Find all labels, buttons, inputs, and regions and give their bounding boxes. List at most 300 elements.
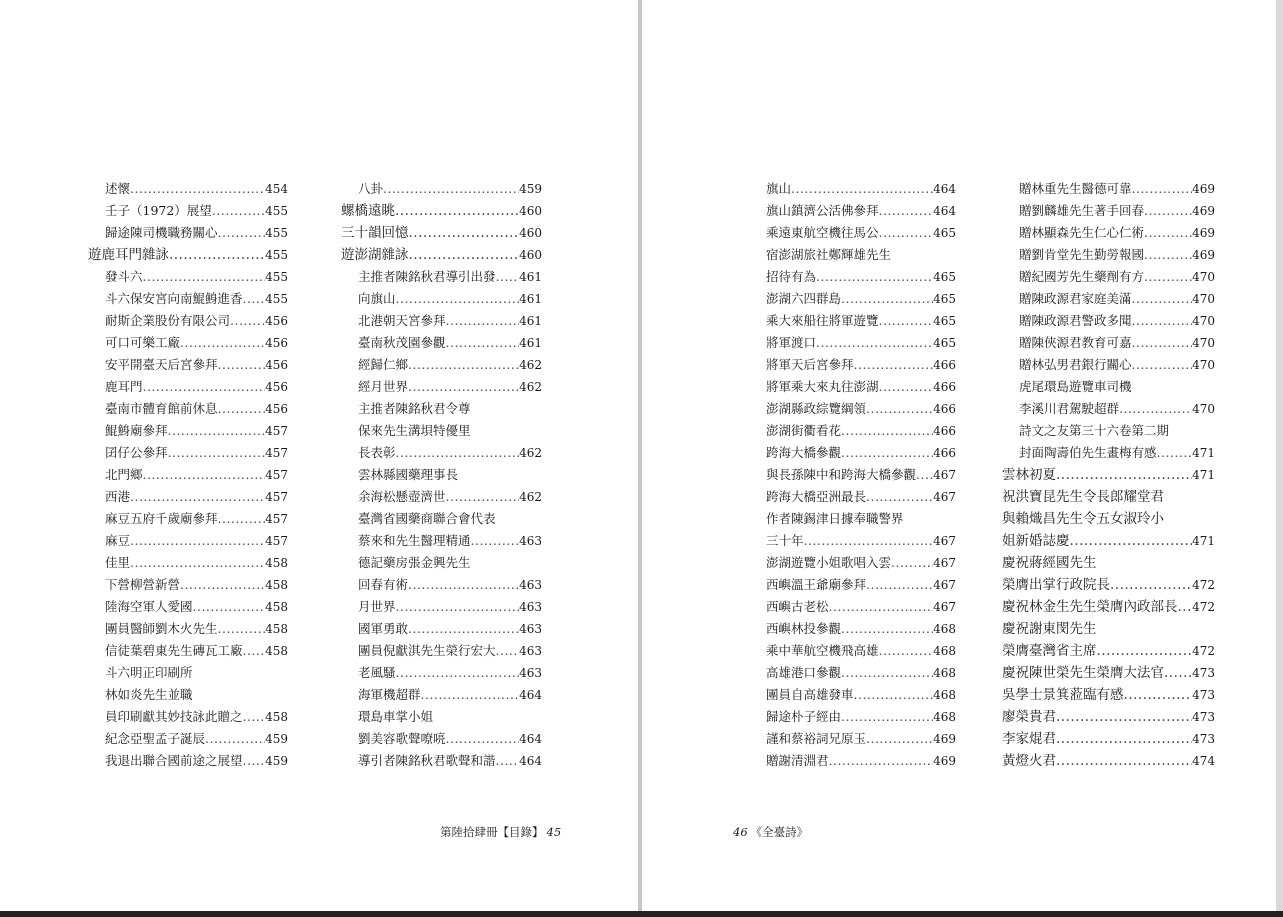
toc-page-number: 469 bbox=[1192, 226, 1215, 240]
toc-dot-leader bbox=[143, 464, 266, 486]
toc-dot-leader bbox=[143, 266, 266, 288]
toc-dot-leader bbox=[816, 266, 933, 288]
toc-entry-title: 廖榮貴君 bbox=[1002, 709, 1056, 725]
toc-entry-title: 澎湖縣政綜覽綱領 bbox=[766, 401, 867, 416]
toc-dot-leader bbox=[879, 640, 934, 662]
toc-dot-leader bbox=[1056, 464, 1192, 486]
toc-dot-leader bbox=[218, 508, 266, 530]
toc-dot-leader bbox=[1132, 310, 1193, 332]
toc-entry bbox=[88, 684, 288, 706]
toc-dot-leader bbox=[396, 288, 520, 310]
toc-entry bbox=[749, 530, 956, 552]
toc-page-number: 469 bbox=[933, 754, 956, 768]
toc-dot-leader bbox=[193, 596, 266, 618]
toc-entry bbox=[1002, 728, 1215, 750]
toc-page-number: 464 bbox=[519, 688, 542, 702]
toc-entry-title: 澎湖街衢看花 bbox=[766, 423, 842, 438]
toc-dot-leader bbox=[816, 332, 933, 354]
toc-entry-title: 紀念亞聖孟子誕辰 bbox=[105, 731, 206, 746]
toc-entry-title: 耐斯企業股份有限公司 bbox=[105, 313, 231, 328]
toc-dot-leader bbox=[243, 640, 266, 662]
toc-page-number: 470 bbox=[1192, 270, 1215, 284]
toc-entry-title: 壬子（1972）展望 bbox=[105, 203, 212, 218]
toc-dot-leader bbox=[496, 750, 520, 772]
toc-page-number: 459 bbox=[519, 182, 542, 196]
toc-page-number: 468 bbox=[933, 622, 956, 636]
toc-dot-leader bbox=[496, 266, 520, 288]
toc-dot-leader bbox=[1144, 200, 1192, 222]
toc-entry bbox=[88, 332, 288, 354]
toc-page-number: 455 bbox=[265, 226, 288, 240]
toc-page-number: 463 bbox=[519, 578, 542, 592]
toc-entry-title: 導引者陳銘秋君歌聲和諧 bbox=[358, 753, 496, 768]
toc-dot-leader bbox=[841, 706, 933, 728]
toc-entry-title: 贈紀國芳先生藥劑有方 bbox=[1019, 269, 1145, 284]
toc-entry bbox=[341, 266, 542, 288]
toc-page-number: 469 bbox=[1192, 182, 1215, 196]
toc-page-number: 457 bbox=[265, 534, 288, 548]
toc-entry-title: 八卦 bbox=[358, 181, 384, 196]
toc-entry bbox=[88, 244, 288, 266]
toc-dot-leader bbox=[180, 332, 265, 354]
toc-entry bbox=[341, 574, 542, 596]
toc-entry bbox=[88, 222, 288, 244]
toc-page-number: 466 bbox=[933, 358, 956, 372]
toc-entry bbox=[749, 420, 956, 442]
toc-entry bbox=[341, 442, 542, 464]
toc-dot-leader bbox=[496, 640, 520, 662]
toc-entry-title: 贈林弘男君銀行關心 bbox=[1019, 357, 1132, 372]
toc-entry bbox=[88, 354, 288, 376]
toc-page-number: 465 bbox=[933, 314, 956, 328]
toc-page-number: 466 bbox=[933, 380, 956, 394]
toc-entry bbox=[88, 508, 288, 530]
toc-page-number: 463 bbox=[519, 644, 542, 658]
toc-page-number: 465 bbox=[933, 226, 956, 240]
toc-entry-title: 鹿耳門 bbox=[105, 379, 143, 394]
toc-dot-leader bbox=[1110, 574, 1192, 596]
toc-entry bbox=[88, 486, 288, 508]
toc-column-3 bbox=[749, 178, 956, 772]
toc-entry bbox=[341, 530, 542, 552]
toc-entry-title: 述懷 bbox=[105, 181, 131, 196]
toc-entry-title: 佳里 bbox=[105, 555, 131, 570]
toc-entry-title: 贈劉肯堂先生勤勞報國 bbox=[1019, 247, 1145, 262]
toc-entry bbox=[88, 552, 288, 574]
toc-page-number: 468 bbox=[933, 710, 956, 724]
toc-dot-leader bbox=[879, 376, 934, 398]
toc-entry-title: 麻豆 bbox=[105, 533, 131, 548]
toc-entry bbox=[1002, 266, 1215, 288]
toc-entry-title: 經歸仁鄉 bbox=[358, 357, 409, 372]
toc-dot-leader bbox=[408, 376, 519, 398]
toc-page-number: 468 bbox=[933, 644, 956, 658]
toc-dot-leader bbox=[243, 706, 266, 728]
toc-entry bbox=[749, 354, 956, 376]
toc-entry bbox=[88, 618, 288, 640]
toc-dot-leader bbox=[1119, 398, 1192, 420]
toc-page-number: 455 bbox=[265, 292, 288, 306]
toc-page-number: 468 bbox=[933, 666, 956, 680]
toc-entry-title: 團員自高雄發車 bbox=[766, 687, 854, 702]
toc-entry-title: 澎湖六四群島 bbox=[766, 291, 842, 306]
toc-dot-leader bbox=[130, 552, 265, 574]
toc-dot-leader bbox=[1144, 222, 1192, 244]
toc-dot-leader bbox=[1144, 266, 1192, 288]
toc-entry bbox=[88, 596, 288, 618]
toc-entry bbox=[1002, 552, 1215, 574]
toc-page-number: 472 bbox=[1192, 644, 1215, 658]
toc-entry bbox=[341, 376, 542, 398]
toc-entry bbox=[341, 420, 542, 442]
toc-dot-leader bbox=[212, 200, 265, 222]
toc-entry bbox=[749, 728, 956, 750]
toc-entry-title: 臺灣省國藥商聯合會代表 bbox=[358, 511, 496, 526]
toc-entry-title: 我退出聯合國前途之展望 bbox=[105, 753, 243, 768]
toc-page-number: 461 bbox=[519, 314, 542, 328]
toc-column-2 bbox=[341, 178, 542, 772]
toc-entry bbox=[88, 310, 288, 332]
toc-entry-title: 祝洪寶昆先生令長郎耀堂君 bbox=[1002, 489, 1164, 505]
toc-entry-title: 黃燈火君 bbox=[1002, 753, 1056, 769]
toc-page-number: 467 bbox=[933, 556, 956, 570]
toc-dot-leader bbox=[1132, 354, 1193, 376]
toc-entry-title: 乘中華航空機飛高雄 bbox=[766, 643, 879, 658]
toc-entry bbox=[1002, 244, 1215, 266]
toc-entry bbox=[88, 530, 288, 552]
toc-entry bbox=[341, 486, 542, 508]
toc-entry-title: 虎尾環島遊覽車司機 bbox=[1019, 379, 1132, 394]
toc-entry-title: 澎湖遊覽小姐歌唱入雲 bbox=[766, 555, 892, 570]
toc-dot-leader bbox=[408, 354, 519, 376]
toc-page-number: 465 bbox=[933, 336, 956, 350]
toc-entry bbox=[749, 442, 956, 464]
right-footer-book-title: 《全臺詩》 bbox=[750, 825, 809, 839]
toc-entry bbox=[749, 508, 956, 530]
toc-dot-leader bbox=[854, 684, 934, 706]
toc-entry-title: 下營柳營新營 bbox=[105, 577, 181, 592]
toc-entry bbox=[1002, 486, 1215, 508]
toc-dot-leader bbox=[409, 244, 520, 266]
toc-page-number: 464 bbox=[933, 182, 956, 196]
toc-entry bbox=[88, 442, 288, 464]
toc-entry-title: 跨海大橋參觀 bbox=[766, 445, 842, 460]
toc-dot-leader bbox=[804, 530, 934, 552]
toc-entry bbox=[341, 508, 542, 530]
toc-page-number: 462 bbox=[519, 358, 542, 372]
toc-dot-leader bbox=[446, 310, 520, 332]
toc-entry-title: 封面陶壽伯先生畫梅有感 bbox=[1019, 445, 1157, 460]
toc-entry bbox=[341, 464, 542, 486]
toc-page-number: 456 bbox=[265, 336, 288, 350]
toc-entry bbox=[88, 662, 288, 684]
toc-page-number: 456 bbox=[265, 402, 288, 416]
toc-entry bbox=[749, 178, 956, 200]
toc-dot-leader bbox=[866, 486, 933, 508]
toc-entry bbox=[88, 398, 288, 420]
toc-page-number: 457 bbox=[265, 424, 288, 438]
toc-page-number: 467 bbox=[933, 534, 956, 548]
toc-dot-leader bbox=[218, 398, 266, 420]
toc-entry-title: 作者陳錫津日據奉職警界 bbox=[766, 511, 904, 526]
toc-entry-title: 歸途陳司機職務關心 bbox=[105, 225, 218, 240]
toc-entry-title: 囝仔公參拜 bbox=[105, 445, 168, 460]
toc-page-number: 465 bbox=[933, 270, 956, 284]
toc-entry-title: 國軍勇敢 bbox=[358, 621, 409, 636]
toc-entry bbox=[749, 662, 956, 684]
toc-entry-title: 旗山 bbox=[766, 181, 792, 196]
toc-entry-title: 余海松懸壺濟世 bbox=[358, 489, 446, 504]
toc-dot-leader bbox=[230, 310, 265, 332]
toc-entry bbox=[749, 750, 956, 772]
toc-dot-leader bbox=[1178, 596, 1193, 618]
toc-entry bbox=[749, 222, 956, 244]
toc-entry bbox=[1002, 442, 1215, 464]
toc-entry bbox=[88, 706, 288, 728]
toc-entry bbox=[1002, 288, 1215, 310]
toc-entry bbox=[341, 178, 542, 200]
toc-page-number: 470 bbox=[1192, 336, 1215, 350]
toc-dot-leader bbox=[218, 618, 266, 640]
toc-entry-title: 慶祝謝東閔先生 bbox=[1002, 621, 1097, 637]
toc-dot-leader bbox=[396, 662, 520, 684]
toc-entry-title: 海軍機超群 bbox=[358, 687, 421, 702]
toc-entry-title: 吳學士景箕蒞臨有感 bbox=[1002, 687, 1124, 703]
toc-dot-leader bbox=[168, 420, 266, 442]
toc-page-number: 460 bbox=[519, 204, 542, 218]
toc-entry-title: 安平開臺天后宮參拜 bbox=[105, 357, 218, 372]
toc-dot-leader bbox=[879, 200, 934, 222]
toc-dot-leader bbox=[396, 442, 520, 464]
toc-entry-title: 旗山鎮濟公活佛參拜 bbox=[766, 203, 879, 218]
toc-entry bbox=[341, 706, 542, 728]
toc-entry-title: 北門鄉 bbox=[105, 467, 143, 482]
toc-dot-leader bbox=[1124, 684, 1193, 706]
toc-entry bbox=[749, 596, 956, 618]
toc-page-number: 470 bbox=[1192, 292, 1215, 306]
toc-dot-leader bbox=[243, 288, 266, 310]
toc-page-number: 469 bbox=[933, 732, 956, 746]
toc-dot-leader bbox=[1097, 640, 1193, 662]
toc-entry bbox=[749, 464, 956, 486]
toc-page-number: 473 bbox=[1192, 666, 1215, 680]
toc-entry-title: 臺南市體育館前休息 bbox=[105, 401, 218, 416]
toc-entry-title: 將軍天后宮參拜 bbox=[766, 357, 854, 372]
left-page bbox=[0, 0, 638, 911]
toc-entry-title: 保來先生溝垻特優里 bbox=[358, 423, 471, 438]
toc-dot-leader bbox=[866, 398, 933, 420]
toc-entry-title: 贈陳政源君家庭美滿 bbox=[1019, 291, 1132, 306]
toc-entry bbox=[341, 222, 542, 244]
toc-page-number: 455 bbox=[265, 204, 288, 218]
toc-dot-leader bbox=[1144, 244, 1192, 266]
toc-page-number: 458 bbox=[265, 710, 288, 724]
toc-dot-leader bbox=[130, 486, 265, 508]
toc-page-number: 458 bbox=[265, 644, 288, 658]
toc-entry bbox=[749, 552, 956, 574]
toc-entry bbox=[341, 244, 542, 266]
toc-dot-leader bbox=[829, 750, 934, 772]
toc-entry bbox=[1002, 574, 1215, 596]
toc-entry-title: 劉美容歌聲嘹喨 bbox=[358, 731, 446, 746]
toc-dot-leader bbox=[854, 354, 934, 376]
toc-page-number: 457 bbox=[265, 490, 288, 504]
toc-page-number: 462 bbox=[519, 490, 542, 504]
toc-entry-title: 與長孫陳中和跨海大橋參觀 bbox=[766, 467, 917, 482]
toc-entry-title: 主推者陳銘秋君令尊 bbox=[358, 401, 471, 416]
toc-dot-leader bbox=[218, 354, 266, 376]
right-page-number: 46 bbox=[733, 825, 748, 839]
toc-page-number: 474 bbox=[1192, 754, 1215, 768]
toc-page-number: 467 bbox=[933, 578, 956, 592]
toc-page-number: 458 bbox=[265, 556, 288, 570]
window-edge bbox=[1276, 0, 1283, 911]
toc-entry bbox=[1002, 640, 1215, 662]
toc-dot-leader bbox=[218, 222, 266, 244]
toc-page-number: 464 bbox=[519, 732, 542, 746]
toc-page-number: 464 bbox=[519, 754, 542, 768]
toc-entry-title: 主推者陳銘秋君導引出發 bbox=[358, 269, 496, 284]
toc-entry bbox=[341, 618, 542, 640]
toc-page-number: 472 bbox=[1192, 578, 1215, 592]
toc-entry-title: 團員倪獻淇先生榮行宏大 bbox=[358, 643, 496, 658]
toc-entry-title: 發斗六 bbox=[105, 269, 143, 284]
toc-entry bbox=[749, 200, 956, 222]
toc-dot-leader bbox=[841, 420, 933, 442]
toc-entry bbox=[341, 310, 542, 332]
toc-entry-title: 李家焜君 bbox=[1002, 731, 1056, 747]
toc-page-number: 470 bbox=[1192, 402, 1215, 416]
toc-entry-title: 月世界 bbox=[358, 599, 396, 614]
toc-entry bbox=[88, 574, 288, 596]
toc-entry bbox=[1002, 376, 1215, 398]
toc-entry bbox=[1002, 596, 1215, 618]
toc-dot-leader bbox=[1056, 706, 1192, 728]
toc-entry-title: 北港朝天宮參拜 bbox=[358, 313, 446, 328]
toc-page-number: 471 bbox=[1192, 468, 1215, 482]
toc-dot-leader bbox=[446, 728, 520, 750]
toc-dot-leader bbox=[891, 552, 933, 574]
toc-page-number: 462 bbox=[519, 380, 542, 394]
toc-entry bbox=[341, 332, 542, 354]
toc-entry bbox=[341, 728, 542, 750]
toc-page-number: 470 bbox=[1192, 358, 1215, 372]
toc-entry bbox=[1002, 464, 1215, 486]
toc-page-number: 461 bbox=[519, 336, 542, 350]
toc-entry-title: 西嶼溫王爺廟參拜 bbox=[766, 577, 867, 592]
right-page bbox=[642, 0, 1276, 911]
toc-dot-leader bbox=[866, 574, 933, 596]
toc-dot-leader bbox=[395, 200, 519, 222]
toc-entry-title: 環島車掌小姐 bbox=[358, 709, 434, 724]
left-page-footer bbox=[440, 824, 564, 840]
toc-entry bbox=[88, 464, 288, 486]
toc-entry-title: 長表彰 bbox=[358, 445, 396, 460]
toc-page-number: 460 bbox=[519, 226, 542, 240]
toc-dot-leader bbox=[1164, 662, 1192, 684]
toc-entry-title: 乘遠東航空機往馬公 bbox=[766, 225, 879, 240]
toc-entry-title: 經月世界 bbox=[358, 379, 409, 394]
toc-entry bbox=[88, 420, 288, 442]
toc-entry bbox=[749, 706, 956, 728]
toc-entry-title: 西嶼古老松 bbox=[766, 599, 829, 614]
toc-entry-title: 德記藥房張金興先生 bbox=[358, 555, 471, 570]
toc-entry bbox=[341, 398, 542, 420]
toc-entry bbox=[88, 750, 288, 772]
toc-entry-title: 團員醫師劉木火先生 bbox=[105, 621, 218, 636]
toc-entry bbox=[1002, 420, 1215, 442]
toc-page-number: 455 bbox=[265, 248, 288, 262]
toc-page-number: 468 bbox=[933, 688, 956, 702]
toc-entry bbox=[341, 596, 542, 618]
toc-entry-title: 三十年 bbox=[766, 533, 804, 548]
toc-dot-leader bbox=[1070, 530, 1193, 552]
toc-dot-leader bbox=[1132, 288, 1193, 310]
toc-entry bbox=[749, 398, 956, 420]
toc-dot-leader bbox=[841, 618, 933, 640]
right-page-footer bbox=[730, 824, 808, 840]
toc-entry-title: 贈林重先生醫德可靠 bbox=[1019, 181, 1132, 196]
toc-entry-title: 西嶼林投參觀 bbox=[766, 621, 842, 636]
toc-dot-leader bbox=[471, 530, 520, 552]
toc-entry bbox=[749, 574, 956, 596]
toc-entry bbox=[1002, 200, 1215, 222]
toc-page-number: 458 bbox=[265, 600, 288, 614]
toc-entry bbox=[749, 266, 956, 288]
toc-entry bbox=[1002, 310, 1215, 332]
toc-entry-title: 遊鹿耳門雜詠 bbox=[88, 247, 169, 263]
toc-entry-title: 慶祝蔣經國先生 bbox=[1002, 555, 1097, 571]
toc-page-number: 466 bbox=[933, 402, 956, 416]
toc-dot-leader bbox=[1132, 178, 1193, 200]
toc-page-number: 462 bbox=[519, 446, 542, 460]
toc-entry-title: 乘大來船往將軍遊覽 bbox=[766, 313, 879, 328]
bottom-bar bbox=[0, 911, 1283, 917]
toc-entry bbox=[1002, 750, 1215, 772]
toc-dot-leader bbox=[916, 464, 933, 486]
toc-entry-title: 謹和蔡裕詞兄原玉 bbox=[766, 731, 867, 746]
toc-page-number: 461 bbox=[519, 270, 542, 284]
toc-entry-title: 姐新婚誌慶 bbox=[1002, 533, 1070, 549]
toc-dot-leader bbox=[1056, 750, 1192, 772]
toc-entry-title: 鯤鯓廟參拜 bbox=[105, 423, 168, 438]
toc-entry-title: 跨海大橋亞洲最長 bbox=[766, 489, 867, 504]
toc-page-number: 473 bbox=[1192, 710, 1215, 724]
toc-page-number: 459 bbox=[265, 732, 288, 746]
toc-entry bbox=[749, 618, 956, 640]
toc-entry-title: 陸海空軍人愛國 bbox=[105, 599, 193, 614]
toc-entry-title: 慶祝陳世榮先生榮膺大法官 bbox=[1002, 665, 1164, 681]
toc-dot-leader bbox=[791, 178, 933, 200]
toc-dot-leader bbox=[243, 750, 266, 772]
toc-page-number: 463 bbox=[519, 622, 542, 636]
toc-dot-leader bbox=[841, 288, 933, 310]
toc-dot-leader bbox=[879, 222, 934, 244]
toc-entry bbox=[1002, 222, 1215, 244]
toc-entry bbox=[341, 662, 542, 684]
toc-entry-title: 斗六明正印刷所 bbox=[105, 665, 193, 680]
toc-page-number: 458 bbox=[265, 578, 288, 592]
toc-dot-leader bbox=[180, 574, 265, 596]
toc-dot-leader bbox=[1056, 728, 1192, 750]
toc-page-number: 461 bbox=[519, 292, 542, 306]
toc-page-number: 458 bbox=[265, 622, 288, 636]
toc-page-number: 473 bbox=[1192, 732, 1215, 746]
toc-entry-title: 高雄港口參觀 bbox=[766, 665, 842, 680]
toc-page-number: 459 bbox=[265, 754, 288, 768]
left-page-number: 45 bbox=[546, 825, 562, 839]
toc-page-number: 467 bbox=[933, 600, 956, 614]
